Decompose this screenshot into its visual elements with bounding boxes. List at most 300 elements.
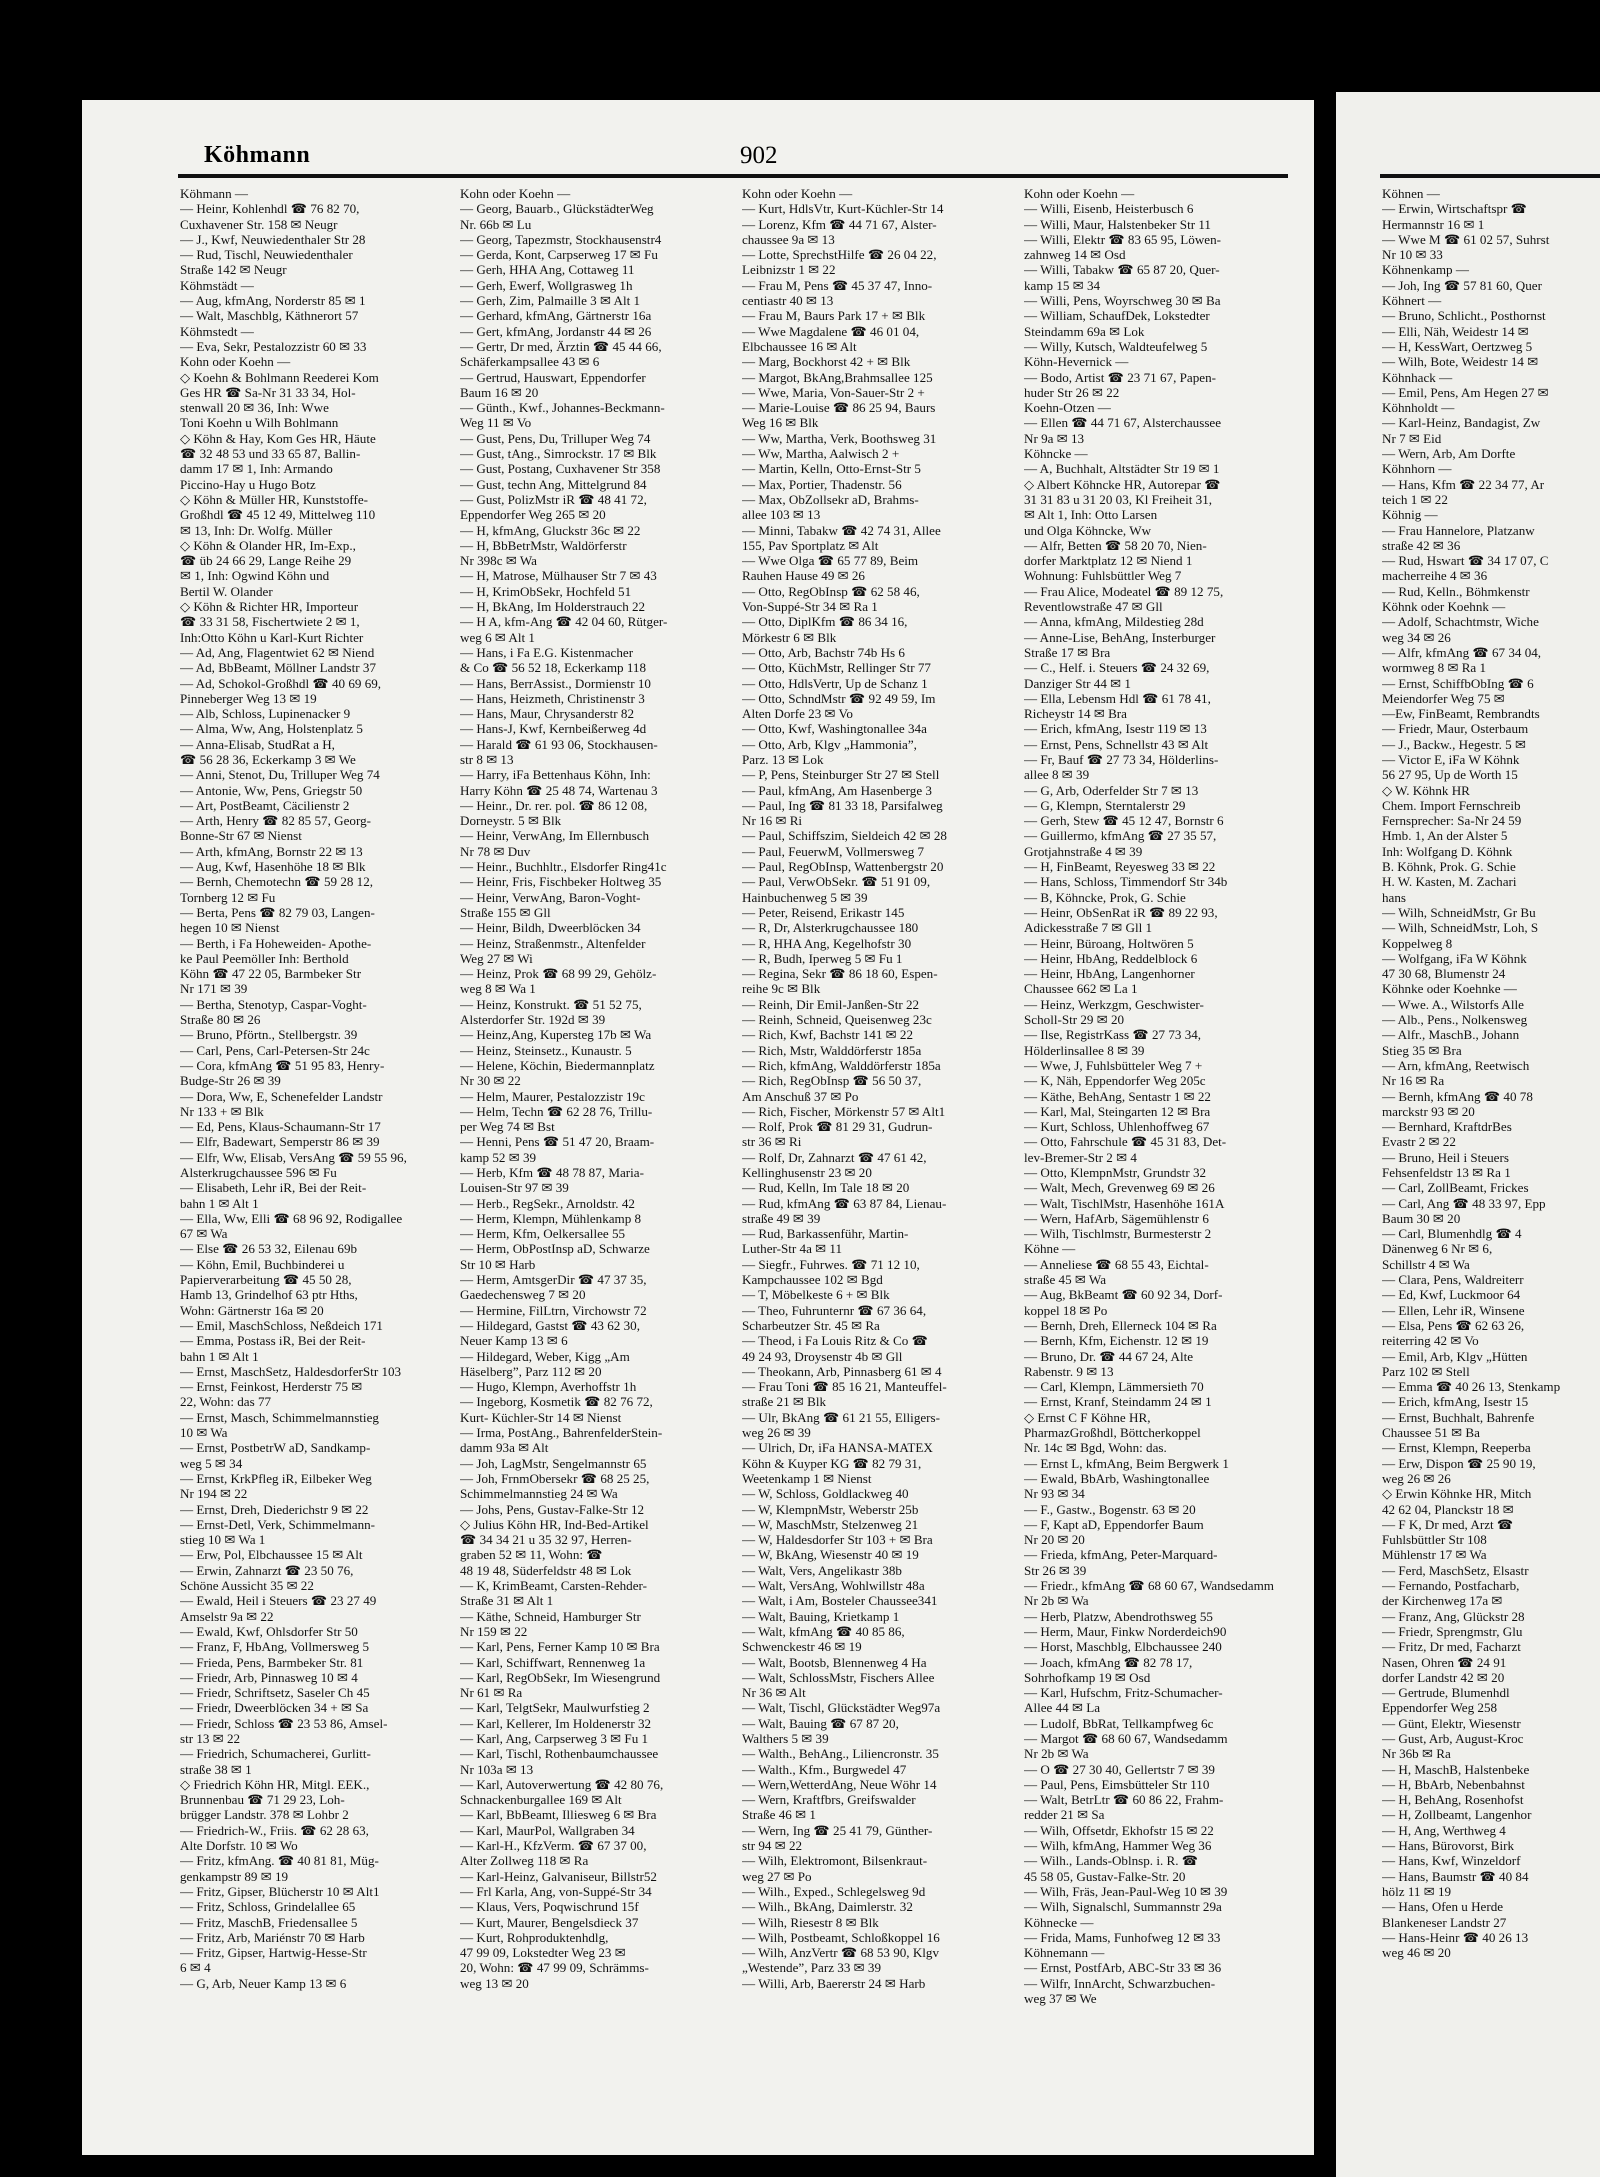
directory-entry-line: — Karl-H., KfzVerm. ☎ 67 37 00, [460,1838,647,1854]
directory-entry-line: Schimmelmannstieg 24 ✉ Wa [460,1486,618,1502]
directory-entry-line: — Käthe, BehAng, Sentastr 1 ✉ 22 [1024,1088,1211,1104]
directory-entry-line: — Georg, Bauarb., GlückstädterWeg [460,201,654,217]
directory-entry-line: Blankeneser Landstr 27 [1382,1914,1507,1930]
directory-entry-line: — Fritz, Arb, Mariénstr 70 ✉ Harb [180,1929,365,1945]
directory-entry-line: Bonne-Str 67 ✉ Nienst [180,828,302,844]
directory-entry-line: Nr 2b ✉ Wa [1024,1746,1089,1762]
directory-entry-line: — Rud, Kelln., Böhmkenstr [1382,583,1530,599]
directory-entry-line: — Hans-Heinr ☎ 40 26 13 [1382,1929,1529,1945]
directory-entry-line: stenwall 20 ✉ 36, Inh: Wwe [180,400,329,416]
directory-entry-line: H. W. Kasten, M. Zachari [1382,874,1517,890]
directory-entry-line: bahn 1 ✉ Alt 1 [180,1195,259,1211]
directory-entry-line: — Walt, SchlossMstr, Fischers Allee [742,1669,935,1685]
directory-entry-line: — Ewald, Kwf, Ohlsdorfer Str 50 [180,1623,358,1639]
directory-entry-line: Nr 10 ✉ 33 [1382,247,1443,263]
directory-entry-line: — Art, PostBeamt, Cäcilienstr 2 [180,797,350,813]
directory-entry-line: bahn 1 ✉ Alt 1 [180,1348,259,1364]
directory-entry-line: — Anne-Lise, BehAng, Insterburger [1024,629,1216,645]
directory-entry-line: — Walt, i Am, Bosteler Chaussee341 [742,1593,938,1609]
directory-entry-line: — Emil, Pens, Am Hegen 27 ✉ [1382,384,1549,400]
directory-entry-line: str 8 ✉ 13 [460,751,514,767]
column-3 [742,186,1012,1991]
directory-entry-line: Straße 142 ✉ Neugr [180,262,287,278]
directory-entry-line: — Walt, VersAng, Wohlwillstr 48a [742,1578,925,1594]
directory-entry-line: Schillstr 4 ✉ Wa [1382,1256,1470,1272]
directory-entry-line: — Ww, Martha, Verk, Boothsweg 31 [742,430,937,446]
directory-entry-line: — Wwe, J, Fuhlsbütteler Weg 7 + [1024,1057,1203,1073]
directory-entry-line: Eppendorfer Weg 258 [1382,1700,1498,1716]
directory-entry-line: — Paul, FeuerwM, Vollmersweg 7 [742,843,925,859]
directory-entry-line: 49 24 93, Droysenstr 4b ✉ Gll [742,1348,903,1364]
directory-entry-line: — Hans, Maur, Chrysanderstr 82 [460,706,635,722]
directory-entry-line: — Fritz, Gipser, Blücherstr 10 ✉ Alt1 [180,1883,380,1899]
directory-entry-line: — Johs, Pens, Gustav-Falke-Str 12 [460,1501,645,1517]
directory-entry-line: — H, BbArb, Nebenbahnst [1382,1776,1525,1792]
directory-entry-line: — Frau Hannelore, Platzanw [1382,522,1535,538]
directory-entry-line: — Wwe Olga ☎ 65 77 89, Beim [742,553,919,569]
directory-entry-line: — Wilh, Signalschl, Summannstr 29a [1024,1899,1222,1915]
directory-entry-line: straße 45 ✉ Wa [1024,1272,1107,1288]
directory-entry-line: — Ernst, Pens, Schnellstr 43 ✉ Alt [1024,736,1209,752]
directory-entry-line: — R, HHA Ang, Kegelhofstr 30 [742,935,912,951]
directory-entry-line: — Frieda, Pens, Barmbeker Str. 81 [180,1654,364,1670]
directory-entry-line: Str 26 ✉ 39 [1024,1562,1087,1578]
directory-entry-line: — Fr, Bauf ☎ 27 73 34, Hölderlins- [1024,751,1219,767]
directory-entry-line: Wohn: Gärtnerstr 16a ✉ 20 [180,1302,324,1318]
directory-entry-line: — Karl, Mal, Steingarten 12 ✉ Bra [1024,1103,1211,1119]
directory-entry-line: zahnweg 14 ✉ Osd [1024,247,1126,263]
directory-entry-line: — K, KrimBeamt, Carsten-Rehder- [460,1578,648,1594]
directory-entry-line: — Paul, VerwObSekr. ☎ 51 91 09, [742,874,931,890]
directory-entry-line: Köhncke — [1024,446,1088,462]
directory-entry-line: Köhmstädt — [180,277,254,293]
directory-entry-line: — Ernst, SchiffbObIng ☎ 6 [1382,675,1534,691]
directory-entry-line: straße 49 ✉ 39 [742,1210,821,1226]
directory-entry-line: — Wilh., Lands-Oblnsp. i. R. ☎ [1024,1853,1199,1869]
directory-entry-line: — Wilh., Exped., Schlegelsweg 9d [742,1883,926,1899]
directory-entry-line: 47 99 09, Lokstedter Weg 23 ✉ [460,1945,626,1961]
directory-entry-line: — Erwin, Wirtschaftspr ☎ [1382,201,1527,217]
directory-entry-line: — Max, ObZollsekr aD, Brahms- [742,491,919,507]
directory-entry-line: — Hans, Kfm ☎ 22 34 77, Ar [1382,476,1545,492]
directory-entry-line: — William, SchaufDek, Lokstedter [1024,308,1210,324]
directory-entry-line: — Hans, Baumstr ☎ 40 84 [1382,1868,1529,1884]
directory-entry-line: — Aug, kfmAng, Norderstr 85 ✉ 1 [180,293,366,309]
directory-entry-line: — Gust, Pens, Du, Trilluper Weg 74 [460,430,651,446]
directory-entry-line: ◇ Albert Köhncke HR, Autorepar ☎ [1024,476,1221,492]
directory-entry-line: — Cora, kfmAng ☎ 51 95 83, Henry- [180,1057,385,1073]
directory-entry-line: — Carl, ZollBeamt, Frickes [1382,1180,1529,1196]
directory-entry-line: ☎ 56 28 36, Eckerkamp 3 ✉ We [180,751,356,767]
directory-entry-line: — Hans, Kwf, Winzeldorf [1382,1853,1521,1869]
directory-entry-line: — Willi, Tabakw ☎ 65 87 20, Quer- [1024,262,1220,278]
directory-entry-line: — B, Köhncke, Prok, G. Schie [1024,889,1186,905]
directory-entry-line: — Adolf, Schachtmstr, Wiche [1382,614,1539,630]
directory-entry-line: — Franz, Ang, Glückstr 28 [1382,1608,1525,1624]
directory-entry-line: ◇ Koehn & Bohlmann Reederei Kom [180,369,379,385]
directory-entry-line: — W, BkAng, Wiesenstr 40 ✉ 19 [742,1547,919,1563]
directory-entry-line: Nr 30 ✉ 22 [460,1073,521,1089]
directory-entry-line: Koehn-Otzen — [1024,400,1111,416]
directory-entry-line: Nasen, Ohren ☎ 24 91 [1382,1654,1507,1670]
directory-entry-line: Hainbuchenweg 5 ✉ 39 [742,889,868,905]
directory-entry-line: — Otto, KlempnMstr, Grundstr 32 [1024,1165,1207,1180]
directory-entry-line: straße 38 ✉ 1 [180,1761,252,1777]
directory-entry-line: — Emil, Arb, Klgv „Hütten [1382,1348,1528,1364]
directory-entry-line: graben 52 ✉ 11, Wohn: ☎ [460,1547,603,1563]
directory-entry-line: — Reinh, Schneid, Queisenweg 23c [742,1012,932,1028]
directory-entry-line: — Clara, Pens, Waldreiterr [1382,1272,1524,1288]
directory-entry-line: Alsterdorfer Str. 192d ✉ 39 [460,1012,606,1028]
directory-entry-line: — Herb, Platzw, Abendrothsweg 55 [1024,1608,1213,1624]
directory-entry-line: Köhnk oder Koehnk — [1382,599,1506,615]
directory-entry-line: — Herm, Maur, Finkw Norderdeich90 [1024,1623,1227,1639]
directory-entry-line: Piccino-Hay u Hugo Botz [180,476,316,492]
directory-entry-line: — Willi, Pens, Woyrschweg 30 ✉ Ba [1024,293,1221,309]
directory-entry-line: — Alb, Schloss, Lupinenacker 9 [180,706,351,722]
directory-entry-line: — Wwe, Maria, Von-Sauer-Str 2 + [742,384,925,400]
directory-entry-line: — W, KlempnMstr, Weberstr 25b [742,1501,919,1517]
directory-entry-line: Nr 398c ✉ Wa [460,553,537,569]
directory-entry-line: Köhnholdt — [1382,400,1455,416]
directory-entry-line: — Hans-J, Kwf, Kernbeißerweg 4d [460,721,647,737]
directory-entry-line: weg 34 ✉ 26 [1382,629,1451,645]
directory-entry-line: huder Str 26 ✉ 22 [1024,384,1120,400]
directory-entry-line: — Erw, Dispon ☎ 25 90 19, [1382,1455,1536,1471]
directory-entry-line: 20, Wohn: ☎ 47 99 09, Schrämms- [460,1960,649,1976]
directory-entry-line: — Ed, Pens, Klaus-Schaumann-Str 17 [180,1119,381,1135]
directory-entry-line: Nr. 66b ✉ Lu [460,216,532,232]
directory-entry-line: & Co ☎ 56 52 18, Eckerkamp 118 [460,660,647,676]
directory-entry-line: — Wwe. A., Wilstorfs Alle [1382,996,1524,1012]
directory-entry-line: — Ernst-Detl, Verk, Schimmelmann- [180,1516,376,1532]
directory-entry-line: — Berta, Pens ☎ 82 79 03, Langen- [180,904,375,920]
directory-entry-line: allee 103 ✉ 13 [742,507,821,523]
directory-entry-line: — Wwe M ☎ 61 02 57, Suhrst [1382,231,1550,247]
directory-entry-line: Harry Köhn ☎ 25 48 74, Wartenau 3 [460,782,658,798]
directory-entry-line: — Klaus, Vers, Poqwischrund 15f [460,1899,639,1915]
directory-entry-line: — C., Helf. i. Steuers ☎ 24 32 69, [1024,660,1210,676]
directory-entry-line: — Irma, PostAng., BahrenfelderStein- [460,1425,663,1441]
directory-entry-line: — Ernst, Kranf, Steindamm 24 ✉ 1 [1024,1394,1212,1410]
directory-entry-line: — Ulr, BkAng ☎ 61 21 55, Elligers- [742,1409,940,1425]
directory-entry-line: 10 ✉ Wa [180,1425,228,1441]
directory-entry-line: B. Köhnk, Prok. G. Schie [1382,859,1516,875]
directory-entry-line: — Hans, Schloss, Timmendorf Str 34b [1024,874,1228,890]
directory-entry-line: — Walt, Tischl, Glückstädter Weg97a [742,1700,941,1716]
directory-entry-line: — Heinz,Ang, Kupersteg 17b ✉ Wa [460,1027,652,1043]
directory-entry-line: — T, Möbelkeste 6 + ✉ Blk [742,1287,890,1303]
directory-entry-line: — Wern, Arb, Am Dorfte [1382,446,1516,462]
directory-entry-line: weg 13 ✉ 20 [460,1975,529,1991]
directory-entry-line: — Otto, RegObInsp ☎ 62 58 46, [742,583,920,599]
directory-entry-line: damm 93a ✉ Alt [460,1440,549,1456]
directory-entry-line: — Bertha, Stenotyp, Caspar-Voght- [180,996,367,1012]
directory-entry-line: Nr 7 ✉ Eid [1382,430,1442,446]
directory-entry-line: Straße 80 ✉ 26 [180,1012,261,1028]
directory-entry-line: — Karl, Schiffwart, Rennenweg 1a [460,1654,646,1670]
directory-entry-line: ✉ 1, Inh: Ogwind Köhn und [180,568,330,584]
directory-entry-line: — Fritz, kfmAng. ☎ 40 81 81, Müg- [180,1853,379,1869]
directory-entry-line: — Hans, Heizmeth, Christinenstr 3 [460,690,645,706]
directory-entry-line: — Heinr, Kohlenhdl ☎ 76 82 70, [180,201,360,217]
directory-entry-line: Nr 9a ✉ 13 [1024,430,1085,446]
directory-entry-line: Nr 36 ✉ Alt [742,1685,806,1701]
directory-entry-line: — Gerhard, kfmAng, Gärtnerstr 16a [460,308,652,324]
directory-entry-line: — Gerh, HHA Ang, Cottaweg 11 [460,262,635,278]
directory-entry-line: — Rud, Tischl, Neuwiedenthaler [180,247,353,263]
directory-entry-line: — Minni, Tabakw ☎ 42 74 31, Allee [742,522,941,538]
directory-entry-line: ✉ Alt 1, Inh: Otto Larsen [1024,507,1158,523]
directory-entry-line: — Ewald, BbArb, Washingtonallee [1024,1470,1210,1486]
directory-entry-line: — Friedr., kfmAng ☎ 68 60 67, Wandsedamm [1024,1578,1274,1594]
directory-entry-line: stieg 10 ✉ Wa 1 [180,1532,266,1548]
directory-entry-line: — Frau Alice, Modeatel ☎ 89 12 75, [1024,583,1224,599]
directory-entry-line: — Otto, Fahrschule ☎ 45 31 83, Det- [1024,1134,1227,1150]
directory-entry-line: — Gerh, Zim, Palmaille 3 ✉ Alt 1 [460,293,641,309]
directory-entry-line: Gaedechensweg 7 ✉ 20 [460,1287,586,1303]
directory-entry-line: Kellinghusenstr 23 ✉ 20 [742,1165,872,1180]
directory-entry-line: str 36 ✉ Ri [742,1134,802,1150]
directory-entry-line: — Walt, BetrLtr ☎ 60 86 22, Frahm- [1024,1792,1224,1808]
directory-entry-line: Neuer Kamp 13 ✉ 6 [460,1333,568,1349]
directory-entry-line: Köhn-Hevernick — [1024,354,1129,370]
directory-entry-line: — Ernst, Masch, Schimmelmannstieg [180,1409,379,1425]
directory-entry-line: — Arth, Henry ☎ 82 85 57, Georg- [180,813,371,829]
directory-entry-line: — H, Ang, Werthweg 4 [1382,1822,1506,1838]
directory-entry-line: — Paul, Pens, Eimsbütteler Str 110 [1024,1776,1210,1792]
directory-entry-line: — R, Budh, Iperweg 5 ✉ Fu 1 [742,950,903,966]
directory-entry-line: — Ernst, Feinkost, Herderstr 75 ✉ [180,1379,363,1395]
directory-entry-line: — P, Pens, Steinburger Str 27 ✉ Stell [742,767,940,783]
directory-entry-line: Kampchaussee 102 ✉ Bgd [742,1272,883,1288]
directory-entry-line: — Antonie, Ww, Pens, Griegstr 50 [180,782,363,798]
directory-entry-line: — Alfr, kfmAng ☎ 67 34 04, [1382,644,1542,660]
directory-entry-line: — Peter, Reisend, Erikastr 145 [742,904,905,920]
directory-entry-line: — Friedr, Arb, Pinnasweg 10 ✉ 4 [180,1669,358,1685]
directory-entry-line: — J., Kwf, Neuwiedenthaler Str 28 [180,231,366,247]
directory-entry-line: — Anna, kfmAng, Mildestieg 28d [1024,614,1204,630]
directory-entry-line: — Heinr, VerwAng, Baron-Voght- [460,889,641,905]
directory-entry-line: — Kurt, Rohproduktenhdlg, [460,1929,609,1945]
directory-entry-line: — Emma, Postass iR, Bei der Reit- [180,1333,366,1349]
directory-entry-line: — Wern, Ing ☎ 25 41 79, Günther- [742,1822,933,1838]
directory-entry-line: Louisen-Str 97 ✉ 39 [460,1180,569,1196]
directory-entry-line: Tornberg 12 ✉ Fu [180,889,276,905]
directory-entry-line: — K, Näh, Eppendorfer Weg 205c [1024,1073,1206,1089]
directory-entry-line: — Emil, MaschSchloss, Neßdeich 171 [180,1317,383,1333]
directory-entry-line: — Carl, Pens, Carl-Petersen-Str 24c [180,1042,370,1058]
column-2 [460,186,730,1991]
page-header [120,138,1300,174]
page-number: 902 [740,142,778,169]
directory-entry-line: — H, MaschB, Halstenbeke [1382,1761,1530,1777]
directory-entry-line: — Bernh, Kfm, Eichenstr. 12 ✉ 19 [1024,1333,1209,1349]
directory-entry-line: — Wilh, AnzVertr ☎ 68 53 90, Klgv [742,1945,940,1961]
directory-entry-line: Straße 31 ✉ Alt 1 [460,1593,554,1609]
directory-entry-line: Grotjahnstraße 4 ✉ 39 [1024,843,1143,859]
directory-entry-line: — Max, Portier, Thadenstr. 56 [742,476,902,492]
directory-entry-line: Hmb. 1, An der Alster 5 [1382,828,1508,844]
directory-entry-line: — Heinr, Büroang, Holtwören 5 [1024,935,1194,951]
directory-entry-line: Eppendorfer Weg 265 ✉ 20 [460,507,606,523]
directory-entry-line: — Rich, Kwf, Bachstr 141 ✉ 22 [742,1027,913,1043]
directory-entry-line: — Heinr, HbAng, Reddelblock 6 [1024,950,1198,966]
directory-entry-line: Straße 17 ✉ Bra [1024,644,1111,660]
directory-entry-line: — Walt, Vers, Angelikastr 38b [742,1562,902,1578]
directory-entry-line: Nr 194 ✉ 22 [180,1486,248,1502]
directory-entry-line: — Walt, Bauing ☎ 67 87 20, [742,1715,899,1731]
directory-entry-line: Rabenstr. 9 ✉ 13 [1024,1363,1114,1379]
directory-entry-line: — Herm, ObPostInsp aD, Schwarze [460,1241,650,1257]
directory-entry-line: koppel 18 ✉ Po [1024,1302,1108,1318]
directory-entry-line: Dänenweg 6 Nr ✉ 6, [1382,1241,1493,1257]
directory-entry-line: — Heinr., Dr. rer. pol. ☎ 86 12 08, [460,797,648,813]
directory-entry-line: — Paul, Ing ☎ 81 33 18, Parsifalweg [742,797,943,813]
directory-entry-line: — Friedr, Sprengmstr, Glu [1382,1623,1523,1639]
directory-entry-line: — Alfr, Betten ☎ 58 20 70, Nien- [1024,537,1207,553]
directory-entry-line: — Paul, kfmAng, Am Hasenberge 3 [742,782,932,798]
directory-entry-line: Schnackenburgallee 169 ✉ Alt [460,1792,622,1808]
directory-entry-line: ◇ Köhn & Hay, Kom Ges HR, Häute [180,430,376,446]
directory-entry-line: Nr 78 ✉ Duv [460,843,531,859]
directory-entry-line: — Ella, Lebensm Hdl ☎ 61 78 41, [1024,690,1211,706]
directory-entry-line: — Karl, Ang, Carpserweg 3 ✉ Fu 1 [460,1730,649,1746]
directory-entry-line: Baum 16 ✉ 20 [460,384,539,400]
directory-entry-line: — Fritz, Schloss, Grindelallee 65 [180,1899,356,1915]
directory-entry-line: — Friedr, Maur, Osterbaum [1382,721,1529,737]
directory-entry-line: — Ernst, Klempn, Reeperba [1382,1440,1531,1456]
directory-entry-line: — Hans, Bürovorst, Birk [1382,1838,1515,1854]
directory-entry-line: — Otto, DiplKfm ☎ 86 34 16, [742,614,908,630]
directory-entry-line: weg 37 ✉ We [1024,1991,1097,2007]
directory-entry-line: — W, Haldesdorfer Str 103 + ✉ Bra [742,1532,933,1548]
directory-entry-line: — Theokann, Arb, Pinnasberg 61 ✉ 4 [742,1363,942,1379]
directory-entry-line: — Elisabeth, Lehr iR, Bei der Reit- [180,1180,367,1196]
directory-entry-line: — F, Kapt aD, Eppendorfer Baum [1024,1516,1204,1532]
directory-entry-line: — Margot, BkAng,Brahmsallee 125 [742,369,933,385]
directory-entry-line: — Frau M, Baurs Park 17 + ✉ Blk [742,308,926,324]
directory-entry-line: — Ernst, MaschSetz, HaldesdorferStr 103 [180,1363,402,1379]
directory-entry-line: — Gust, Arb, August-Kroc [1382,1730,1524,1746]
directory-entry-line: Richeystr 14 ✉ Bra [1024,706,1127,722]
directory-entry-line: — G, Klempn, Sterntalerstr 29 [1024,797,1186,813]
directory-entry-line: — Theo, Fuhrunternr ☎ 67 36 64, [742,1302,927,1318]
directory-entry-line: — Willi, Arb, Baererstr 24 ✉ Harb [742,1975,926,1991]
directory-entry-line: — H, KessWart, Oertzweg 5 [1382,338,1533,354]
directory-entry-line: — Friedr, Dweerblöcken 34 + ✉ Sa [180,1700,369,1716]
directory-entry-line: Straße 46 ✉ 1 [742,1807,816,1823]
directory-entry-line: ◇ Friedrich Köhn HR, Mitgl. EEK., [180,1776,370,1792]
directory-entry-line: — Fritz, MaschB, Friedensallee 5 [180,1914,358,1930]
directory-entry-line: Köhn ☎ 47 22 05, Barmbeker Str [180,966,362,982]
directory-entry-line: — Karl, Hufschm, Fritz-Schumacher- [1024,1685,1223,1701]
directory-entry-line: — Heinz, Straßenmstr., Altenfelder [460,935,646,951]
directory-entry-line: 155, Pav Sportplatz ✉ Alt [742,537,879,553]
directory-entry-line: — Herm, Kfm, Oelkersallee 55 [460,1226,626,1242]
directory-entry-line: — G, Arb, Neuer Kamp 13 ✉ 6 [180,1975,347,1991]
directory-entry-line: Chem. Import Fernschreib [1382,797,1521,813]
directory-entry-line: — Martin, Kelln, Otto-Ernst-Str 5 [742,461,921,477]
directory-entry-line: — Harry, iFa Bettenhaus Köhn, Inh: [460,767,651,783]
directory-entry-line: — Ernst, Buchhalt, Bahrenfe [1382,1409,1535,1425]
directory-entry-line: — Gust, PolizMstr iR ☎ 48 41 72, [460,491,647,507]
directory-entry-line: — Bernh, kfmAng ☎ 40 78 [1382,1088,1533,1104]
directory-entry-line: — Arth, kfmAng, Bornstr 22 ✉ 13 [180,843,363,859]
directory-entry-line: — Frida, Mams, Funhofweg 12 ✉ 33 [1024,1929,1221,1945]
directory-entry-line: — Harald ☎ 61 93 06, Stockhausen- [460,736,658,752]
directory-entry-line: Kohn oder Koehn — [1024,186,1135,201]
directory-entry-line: Alte Dorfstr. 10 ✉ Wo [180,1838,298,1854]
directory-entry-line: — Ferd, MaschSetz, Elsastr [1382,1562,1529,1578]
directory-entry-line: — Wilh, SchneidMstr, Loh, S [1382,920,1539,936]
directory-entry-line: — Frau M, Pens ☎ 45 37 47, Inno- [742,277,933,293]
directory-entry-line: ◇ Julius Köhn HR, Ind-Bed-Artikel [460,1516,649,1532]
directory-entry-line: — Franz, F, HbAng, Vollmersweg 5 [180,1639,370,1655]
directory-entry-line: kamp 52 ✉ 39 [460,1149,537,1165]
directory-entry-line: Baum 30 ✉ 20 [1382,1210,1461,1226]
directory-entry-line: weg 26 ✉ 26 [1382,1470,1451,1486]
directory-entry-line: Köhnen — [1382,186,1440,201]
directory-entry-line: — Karl, MaurPol, Wallgraben 34 [460,1822,635,1838]
directory-entry-line: — Ella, Ww, Elli ☎ 68 96 92, Rodigallee [180,1210,403,1226]
directory-entry-line: — Paul, RegObInsp, Wattenbergstr 20 [742,859,944,875]
directory-entry-line: weg 26 ✉ 39 [742,1425,811,1441]
directory-entry-line: straße 42 ✉ 36 [1382,537,1461,553]
directory-entry-line: Kohn oder Koehn — [742,186,853,201]
directory-entry-line: — Joh, Ing ☎ 57 81 60, Quer [1382,277,1542,293]
directory-entry-line: Toni Koehn u Wilh Bohlmann [180,415,339,431]
directory-entry-line: — Otto, Kwf, Washingtonallee 34a [742,721,927,737]
directory-entry-line: brügger Landstr. 378 ✉ Lohbr 2 [180,1807,349,1823]
directory-entry-line: — Ingeborg, Kosmetik ☎ 82 76 72, [460,1394,653,1410]
directory-entry-line: Schäferkampsallee 43 ✉ 6 [460,354,600,370]
directory-entry-line: — Karl-Heinz, Bandagist, Zw [1382,415,1541,431]
directory-entry-line: — Rud, Barkassenführ, Martin- [742,1226,909,1242]
directory-entry-line: — Heinz, Werkzgm, Geschwister- [1024,996,1204,1012]
directory-entry-line: Scholl-Str 29 ✉ 20 [1024,1012,1125,1028]
directory-entry-line: — Carl, Blumenhdlg ☎ 4 [1382,1226,1522,1242]
directory-entry-line: — Köhn, Emil, Buchbinderei u [180,1256,345,1272]
directory-entry-line: — Wern,WetterdAng, Neue Wöhr 14 [742,1776,937,1792]
directory-entry-line: centiastr 40 ✉ 13 [742,293,834,309]
directory-entry-line: — Wilfr, InnArcht, Schwarzbuchen- [1024,1975,1216,1991]
directory-entry-line: Inh:Otto Köhn u Karl-Kurt Richter [180,629,364,645]
directory-entry-line: Stieg 35 ✉ Bra [1382,1042,1462,1058]
directory-entry-line: — Horst, Maschblg, Elbchaussee 240 [1024,1639,1222,1655]
directory-entry-line: — Rud, kfmAng ☎ 63 87 84, Lienau- [742,1195,947,1211]
column-1 [180,186,448,1991]
directory-entry-line: hans [1382,889,1407,905]
directory-entry-line: marckstr 93 ✉ 20 [1382,1103,1475,1119]
directory-entry-line: 6 ✉ 4 [180,1960,211,1976]
directory-entry-line: dorfer Marktplatz 12 ✉ Niend 1 [1024,553,1193,569]
directory-entry-line: Schwenckestr 46 ✉ 19 [742,1639,862,1655]
directory-entry-line: — Otto, Arb, Bachstr 74b Hs 6 [742,644,905,660]
directory-entry-line: — Friedrich, Schumacherei, Gurlitt- [180,1746,371,1762]
directory-entry-line: — Dora, Ww, E, Schenefelder Landstr [180,1088,383,1104]
directory-entry-line: — Heinr, ObSenRat iR ☎ 89 22 93, [1024,904,1218,920]
directory-entry-line: ◇ Köhn & Olander HR, Im-Exp., [180,537,356,553]
directory-entry-line: ☎ üb 24 66 29, Lange Reihe 29 [180,553,352,569]
directory-entry-line: — Karl, Kellerer, Im Holdenerstr 32 [460,1715,652,1731]
directory-entry-line: Bertil W. Olander [180,583,273,599]
directory-entry-line: — Erwin, Zahnarzt ☎ 23 50 76, [180,1562,354,1578]
directory-entry-line: Alter Zollweg 118 ✉ Ra [460,1853,589,1869]
directory-entry-line: — Wilh, Postbeamt, Schloßkoppel 16 [742,1929,940,1945]
directory-entry-line: — Gert, kfmAng, Jordanstr 44 ✉ 26 [460,323,652,339]
directory-entry-line: Chaussee 51 ✉ Ba [1382,1425,1480,1441]
